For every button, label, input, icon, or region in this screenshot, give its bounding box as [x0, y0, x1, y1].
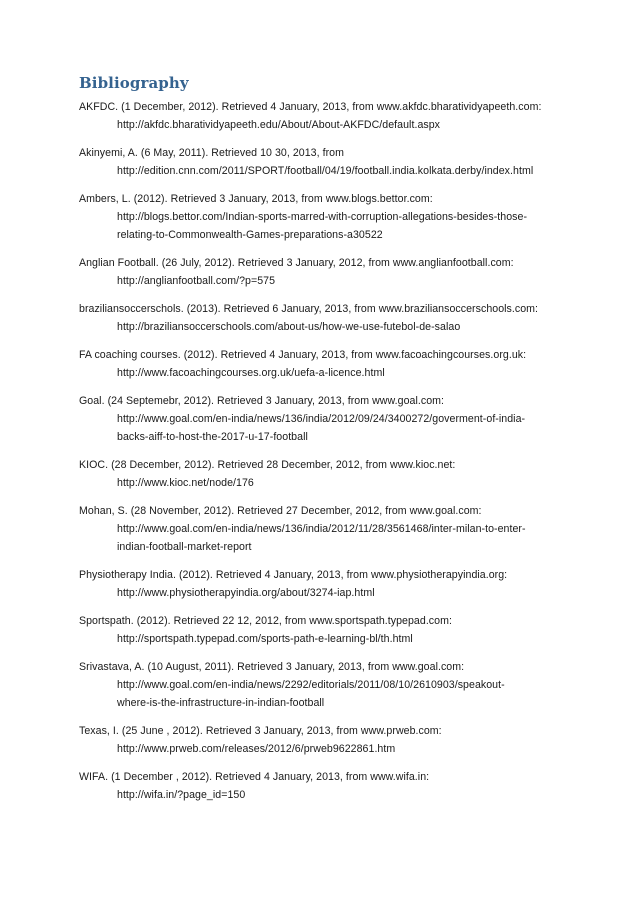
- entry-url-line: backs-aiff-to-host-the-2017-u-17-football: [117, 431, 308, 443]
- entry-citation: Srivastava, A. (10 August, 2011). Retrieved 3 January, 2013, from www.goal.com:: [79, 661, 465, 673]
- bibliography-entry: [79, 456, 599, 492]
- entry-url-line: http://www.facoachingcourses.org.uk/uefa-a-licence.html: [117, 367, 385, 379]
- entry-url-line: indian-football-market-report: [117, 541, 252, 553]
- entry-citation: FA coaching courses. (2012). Retrieved 4 January, 2013, from www.facoachingcourses.org.uk:: [79, 349, 527, 361]
- bibliography-entry: [79, 98, 599, 134]
- bibliography-entry: [79, 502, 599, 556]
- entry-url-line: http://blogs.bettor.com/Indian-sports-marred-with-corruption-allegations-besides-those-: [117, 211, 528, 223]
- entry-url-line: http://www.prweb.com/releases/2012/6/prweb9622861.htm: [117, 743, 396, 755]
- entry-url-line: http://wifa.in/?page_id=150: [117, 789, 246, 801]
- bibliography-entry: [79, 566, 599, 602]
- entry-url-line: http://www.kioc.net/node/176: [117, 477, 254, 489]
- entry-citation: AKFDC. (1 December, 2012). Retrieved 4 January, 2013, from www.akfdc.bharatividyapeeth.com:: [79, 101, 542, 113]
- entry-url-line: http://www.goal.com/en-india/news/2292/editorials/2011/08/10/2610903/speakout-: [117, 679, 505, 691]
- entry-url-line: http://www.goal.com/en-india/news/136/india/2012/11/28/3561468/inter-milan-to-enter-: [117, 523, 526, 535]
- entry-citation: Ambers, L. (2012). Retrieved 3 January, 2013, from www.blogs.bettor.com:: [79, 193, 433, 205]
- entry-citation: KIOC. (28 December, 2012). Retrieved 28 December, 2012, from www.kioc.net:: [79, 459, 456, 471]
- entry-citation: Sportspath. (2012). Retrieved 22 12, 2012, from www.sportspath.typepad.com:: [79, 615, 452, 627]
- entry-url-line: http://braziliansoccerschools.com/about-us/how-we-use-futebol-de-salao: [117, 321, 461, 333]
- entry-citation: Texas, I. (25 June , 2012). Retrieved 3 January, 2013, from www.prweb.com:: [79, 725, 442, 737]
- entry-citation: Anglian Football. (26 July, 2012). Retrieved 3 January, 2012, from www.anglianfootball.com:: [79, 257, 514, 269]
- bibliography-heading: Bibliography: [79, 74, 189, 92]
- entry-url-line: http://akfdc.bharatividyapeeth.edu/About/About-AKFDC/default.aspx: [117, 119, 441, 131]
- bibliography-entry: [79, 254, 599, 290]
- entry-citation: Physiotherapy India. (2012). Retrieved 4 January, 2013, from www.physiotherapyindia.org:: [79, 569, 508, 581]
- entry-citation: braziliansoccerschols. (2013). Retrieved 6 January, 2013, from www.braziliansoccerschools.com:: [79, 303, 539, 315]
- entry-citation: Mohan, S. (28 November, 2012). Retrieved 27 December, 2012, from www.goal.com:: [79, 505, 482, 517]
- bibliography-entry: [79, 768, 599, 804]
- bibliography-entry: [79, 658, 599, 712]
- bibliography-entry: [79, 612, 599, 648]
- bibliography-entry: [79, 190, 599, 244]
- entry-citation: Goal. (24 Septemebr, 2012). Retrieved 3 January, 2013, from www.goal.com:: [79, 395, 444, 407]
- entry-url-line: relating-to-Commonwealth-Games-preparations-a30522: [117, 229, 383, 241]
- bibliography-entry: [79, 346, 599, 382]
- entry-url-line: http://edition.cnn.com/2011/SPORT/football/04/19/football.india.kolkata.derby/index.html: [117, 165, 534, 177]
- bibliography-entry: [79, 300, 599, 336]
- entry-url-line: where-is-the-infrastructure-in-indian-football: [117, 697, 325, 709]
- bibliography-entry: [79, 144, 599, 180]
- bibliography-list: [79, 98, 599, 814]
- bibliography-entry: [79, 722, 599, 758]
- entry-citation: WIFA. (1 December , 2012). Retrieved 4 January, 2013, from www.wifa.in:: [79, 771, 430, 783]
- entry-url-line: http://anglianfootball.com/?p=575: [117, 275, 276, 287]
- entry-citation: Akinyemi, A. (6 May, 2011). Retrieved 10 30, 2013, from: [79, 147, 344, 159]
- bibliography-entry: [79, 392, 599, 446]
- entry-url-line: http://www.goal.com/en-india/news/136/india/2012/09/24/3400272/goverment-of-india-: [117, 413, 526, 425]
- entry-url-line: http://www.physiotherapyindia.org/about/3274-iap.html: [117, 587, 375, 599]
- entry-url-line: http://sportspath.typepad.com/sports-path-e-learning-bl/th.html: [117, 633, 413, 645]
